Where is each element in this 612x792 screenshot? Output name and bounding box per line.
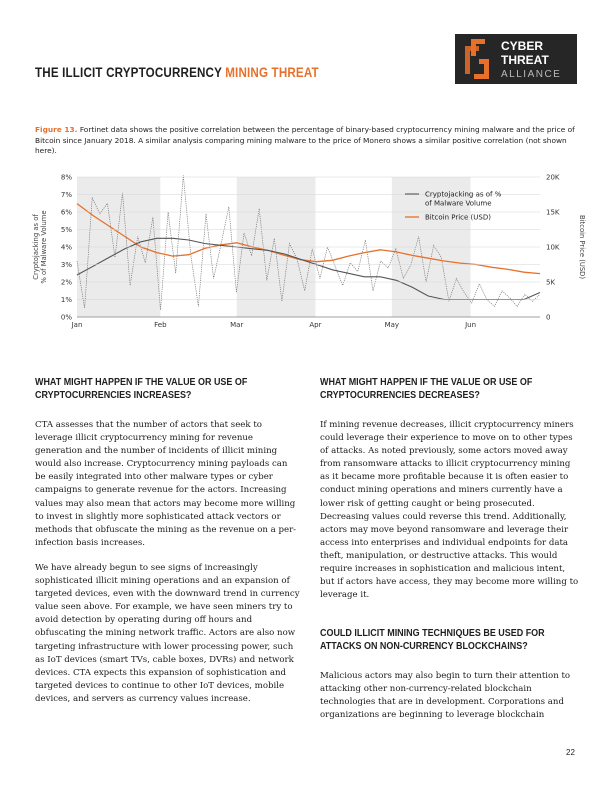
left-paragraph-1: CTA assesses that the number of actors that seek to leverage illicit cryptocurrency mining for revenue generation and the number of incidents of illicit mining would also increase. Cryptocurrency mining payloads can be easily integrated into other malware types or cyber campaigns to generate revenue for the actors. Increasing values may also mean that actors may become more willing to invest in slightly more sophisticated attack vectors or methods that obfuscate the mining as the revenue on a per-infection basis increases. — [35, 420, 297, 548]
x-tick-label: Jun — [465, 321, 477, 329]
y2-tick-label: 15K — [546, 208, 560, 217]
title-main: THE ILLICIT CRYPTOCURRENCY — [35, 65, 226, 80]
y2-tick-label: 0 — [546, 313, 551, 322]
y2-axis-title: Bitcoin Price (USD) — [578, 214, 586, 280]
legend-label-cryptojacking: Cryptojacking as of % of Malware Volume — [425, 190, 502, 208]
page-title — [35, 65, 319, 80]
right-paragraph-2: Malicious actors may also begin to turn their attention to attacking other non-currency-related blockchain technologies that are in development. Corporations and organizations are beginning to leverage blockchain — [320, 671, 571, 721]
y-tick-label: 8% — [60, 173, 72, 182]
logo-line1: CYBER — [501, 39, 544, 53]
cta-logo — [455, 34, 577, 84]
page-number: 22 — [566, 748, 575, 757]
y2-tick-label: 20K — [546, 173, 560, 182]
y2-tick-label: 10K — [546, 243, 560, 252]
y-tick-label: 0% — [60, 313, 72, 322]
right-heading-2: COULD ILLICIT MINING TECHNIQUES BE USED FOR ATTACKS ON NON-CURRENCY BLOCKCHAINS? — [320, 628, 545, 652]
y-tick-label: 6% — [60, 208, 72, 217]
x-tick-label: Jan — [71, 321, 83, 329]
left-paragraph-2: We have already begun to see signs of increasingly sophisticated illicit mining operations and an expansion of targeted devices, even with the downward trend in currency value seen above. For example, we have seen miners try to avoid detection by operating during off hours and obfuscating the mining network traffic. Actors are also now targeting infrastructure with lower processing power, such as IoT devices (smart TVs, cable boxes, DVRs) and network devices. CTA expects this expansion of sophistication and targeted devices to continue to other IoT devices, mobile devices, and servers as currency values increase. — [35, 562, 300, 704]
left-column-body — [35, 419, 300, 718]
right-heading-1: WHAT MIGHT HAPPEN IF THE VALUE OR USE OF CRYPTOCURRENCIES DECREASES? — [320, 377, 533, 401]
y-tick-label: 3% — [60, 261, 72, 269]
logo-line3: ALLIANCE — [501, 69, 562, 80]
figure-caption — [35, 125, 575, 157]
y-tick-label: 1% — [60, 296, 72, 304]
figure-label: Figure 13. — [35, 125, 78, 134]
x-tick-label: May — [384, 321, 400, 329]
correlation-chart — [30, 170, 590, 335]
right-paragraph-1: If mining revenue decreases, illicit cryptocurrency miners could leverage their experience to move on to other types of attacks. As noted previously, some actors moved away from ransomware attacks to illicit cryptocurrency mining as it became more profitable because it is often easier to conduct mining operations and miners currently have a lower risk of getting caught or being prosecuted. Decreasing values could reverse this trend. Additionally, actors may move beyond ransomware and leverage their access into enterprises and individual endpoints for data theft, manipulation, or destructive attacks. This would require increases in sophistication and malicious intent, but if actors have access, they may become more willing to leverage it. — [320, 420, 579, 601]
x-tick-label: Apr — [309, 321, 322, 329]
x-tick-label: Mar — [230, 321, 244, 329]
title-highlight: MINING THREAT — [225, 65, 319, 80]
y-axis-title: Cryptojacking as of% of Malware Volume — [32, 210, 48, 284]
logo-line2: THREAT — [501, 53, 549, 67]
caption-text: Fortinet data shows the positive correlation between the percentage of binary-based cryptocurrency mining malware and the price of Bitcoin since January 2018. A similar analysis comparing mining malware to the price of Monero shows a similar positive correlation (not shown here). — [35, 125, 575, 156]
legend-label-bitcoin: Bitcoin Price (USD) — [425, 213, 491, 222]
left-heading: WHAT MIGHT HAPPEN IF THE VALUE OR USE OF CRYPTOCURRENCIES INCREASES? — [35, 377, 248, 401]
x-tick-label: Feb — [154, 321, 167, 329]
y2-tick-label: 5K — [546, 278, 556, 287]
y-tick-label: 2% — [60, 278, 72, 287]
y-tick-label: 5% — [60, 226, 72, 234]
y-tick-label: 4% — [60, 243, 72, 252]
y-tick-label: 7% — [60, 191, 72, 199]
